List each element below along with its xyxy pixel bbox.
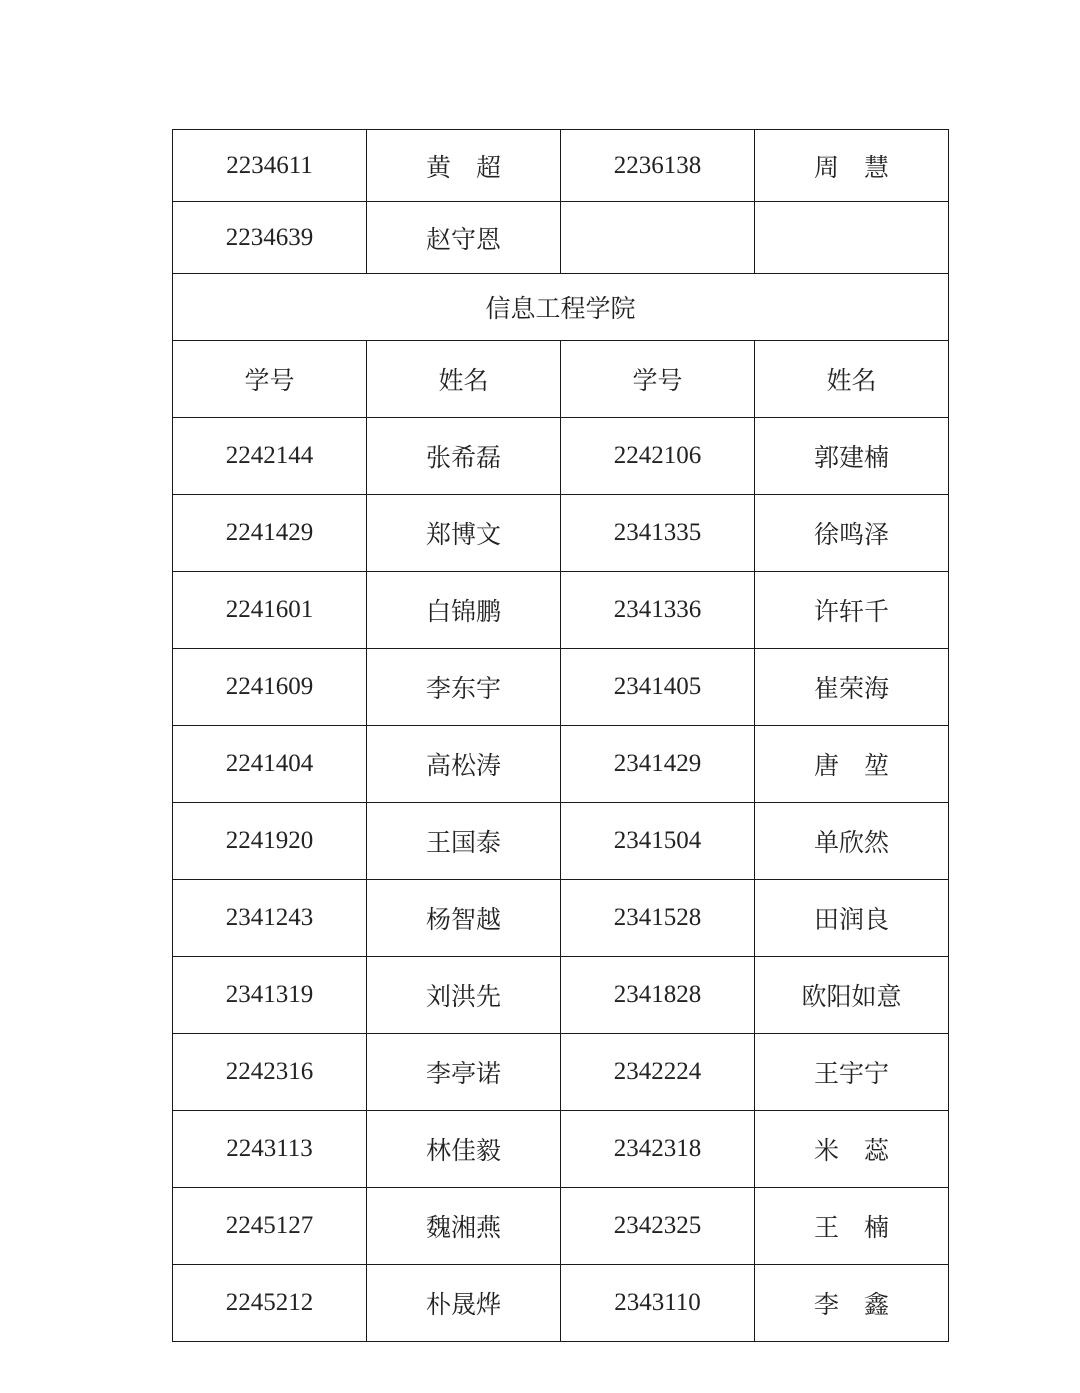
section-title: 信息工程学院 [173, 274, 949, 341]
student-id: 2245127 [173, 1188, 367, 1265]
student-id: 2342224 [561, 1034, 755, 1111]
student-id: 2341319 [173, 957, 367, 1034]
student-id: 2236138 [561, 130, 755, 202]
student-id: 2242106 [561, 418, 755, 495]
student-name: 白锦鹏 [367, 572, 561, 649]
student-id: 2341335 [561, 495, 755, 572]
student-name: 张希磊 [367, 418, 561, 495]
student-id: 2234639 [173, 202, 367, 274]
student-name: 黄 超 [367, 130, 561, 202]
student-name: 李亭诺 [367, 1034, 561, 1111]
student-name: 唐 堃 [755, 726, 949, 803]
student-name: 高松涛 [367, 726, 561, 803]
table-row [173, 803, 949, 880]
student-name [755, 202, 949, 274]
student-id: 2241920 [173, 803, 367, 880]
student-name: 王宇宁 [755, 1034, 949, 1111]
student-id: 2241609 [173, 649, 367, 726]
student-id: 2341243 [173, 880, 367, 957]
table-row [173, 1111, 949, 1188]
student-name: 单欣然 [755, 803, 949, 880]
table-row [173, 418, 949, 495]
student-name: 王 楠 [755, 1188, 949, 1265]
student-name: 刘洪先 [367, 957, 561, 1034]
table-row [173, 202, 949, 274]
column-header-id: 学号 [173, 341, 367, 418]
student-name: 郭建楠 [755, 418, 949, 495]
table-row [173, 880, 949, 957]
table-row [173, 649, 949, 726]
student-id: 2341504 [561, 803, 755, 880]
student-id: 2241601 [173, 572, 367, 649]
student-name: 杨智越 [367, 880, 561, 957]
student-name: 田润良 [755, 880, 949, 957]
student-id: 2341429 [561, 726, 755, 803]
header-row [173, 341, 949, 418]
student-name: 朴晟烨 [367, 1265, 561, 1342]
student-id: 2242144 [173, 418, 367, 495]
student-id: 2341336 [561, 572, 755, 649]
student-name: 林佳毅 [367, 1111, 561, 1188]
student-id: 2343110 [561, 1265, 755, 1342]
student-name: 李东宇 [367, 649, 561, 726]
table-row [173, 1188, 949, 1265]
student-id: 2341528 [561, 880, 755, 957]
student-name: 欧阳如意 [755, 957, 949, 1034]
student-name: 郑博文 [367, 495, 561, 572]
table-row [173, 726, 949, 803]
student-id: 2241429 [173, 495, 367, 572]
student-name: 周 慧 [755, 130, 949, 202]
column-header-name: 姓名 [367, 341, 561, 418]
student-name: 徐鸣泽 [755, 495, 949, 572]
student-name: 李 鑫 [755, 1265, 949, 1342]
student-id [561, 202, 755, 274]
student-id: 2341405 [561, 649, 755, 726]
table-row [173, 957, 949, 1034]
table-row [173, 1265, 949, 1342]
student-id: 2342325 [561, 1188, 755, 1265]
student-id: 2234611 [173, 130, 367, 202]
student-id: 2241404 [173, 726, 367, 803]
student-name: 许轩千 [755, 572, 949, 649]
student-id: 2243113 [173, 1111, 367, 1188]
section-title-row [173, 274, 949, 341]
student-id: 2245212 [173, 1265, 367, 1342]
student-name: 崔荣海 [755, 649, 949, 726]
student-roster-table [172, 129, 949, 1342]
student-id: 2341828 [561, 957, 755, 1034]
student-id: 2242316 [173, 1034, 367, 1111]
student-name: 赵守恩 [367, 202, 561, 274]
column-header-name: 姓名 [755, 341, 949, 418]
student-name: 魏湘燕 [367, 1188, 561, 1265]
student-name: 米 蕊 [755, 1111, 949, 1188]
table-row [173, 1034, 949, 1111]
table-row [173, 495, 949, 572]
table-row [173, 572, 949, 649]
table-row [173, 130, 949, 202]
column-header-id: 学号 [561, 341, 755, 418]
student-id: 2342318 [561, 1111, 755, 1188]
student-name: 王国泰 [367, 803, 561, 880]
